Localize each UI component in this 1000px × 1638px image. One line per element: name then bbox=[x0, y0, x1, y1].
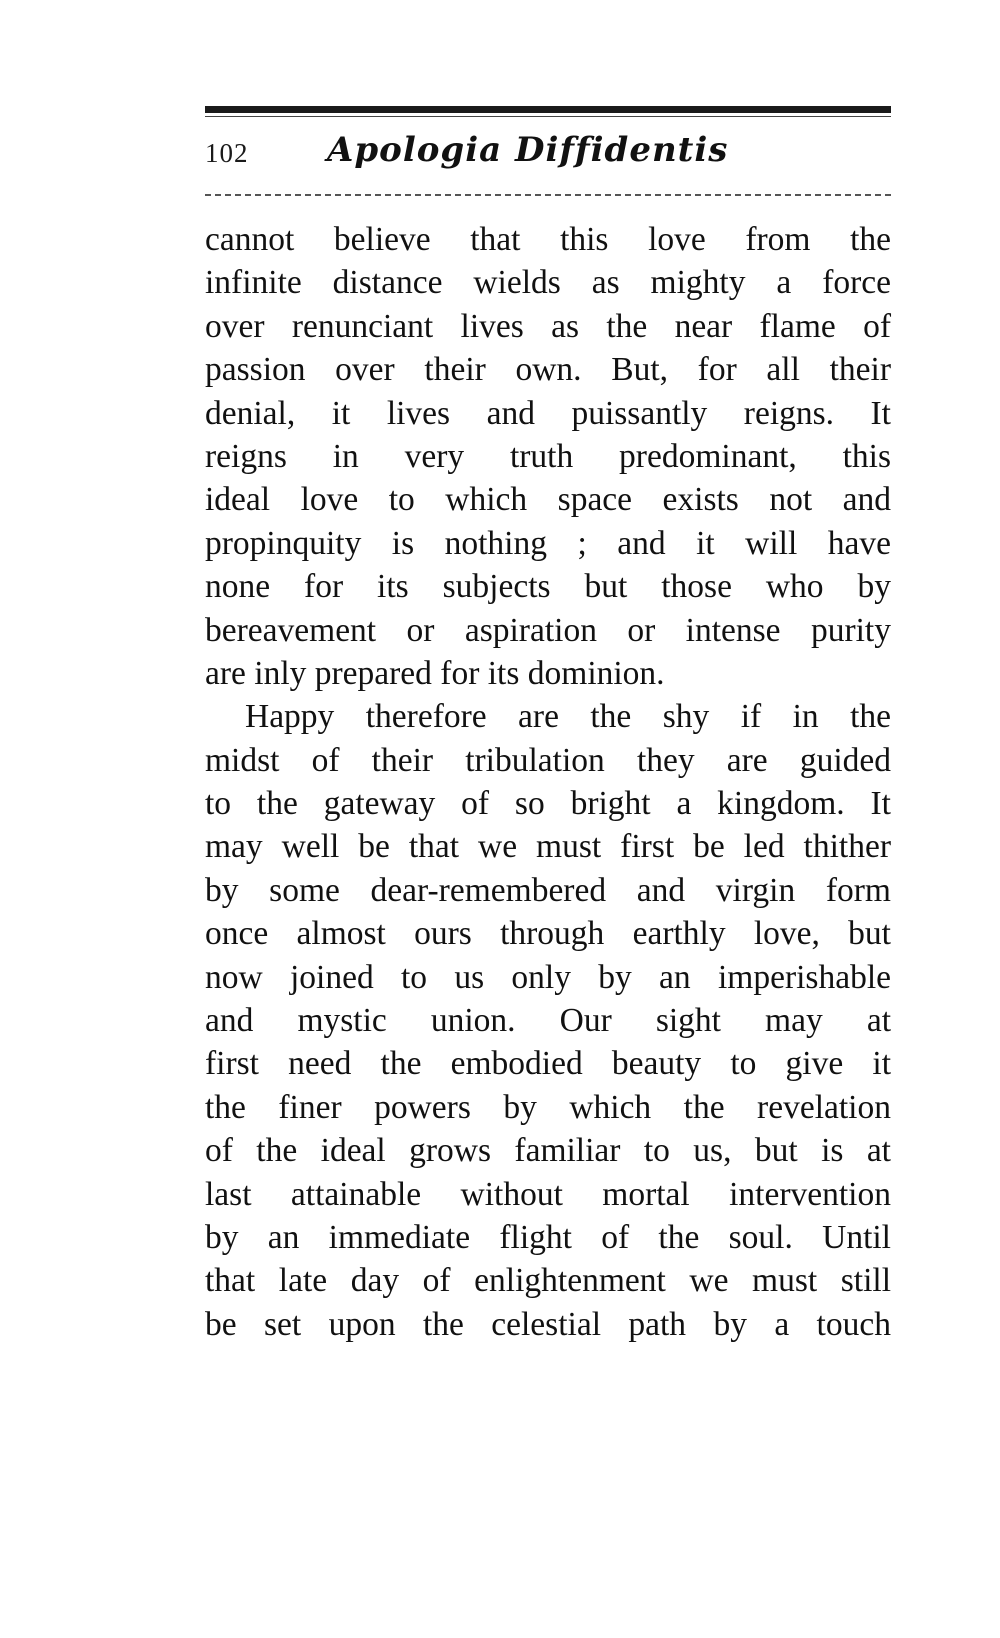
text-line: may well be that we must first be led thither bbox=[205, 828, 891, 866]
header-rule-dashed bbox=[205, 194, 891, 196]
text-line: that late day of enlightenment we must still bbox=[205, 1262, 891, 1300]
text-line: first need the embodied beauty to give it bbox=[205, 1045, 891, 1083]
text-line: be set upon the celestial path by a touch bbox=[205, 1305, 891, 1343]
text-line: passion over their own. But, for all their bbox=[205, 351, 891, 389]
text-line: infinite distance wields as mighty a force bbox=[205, 264, 891, 302]
text-line: and mystic union. Our sight may at bbox=[205, 1002, 891, 1040]
header-rule-thin bbox=[205, 116, 891, 117]
text-line: propinquity is nothing ; and it will have bbox=[205, 524, 891, 562]
text-line: of the ideal grows familiar to us, but is at bbox=[205, 1132, 891, 1170]
text-line: now joined to us only by an imperishable bbox=[205, 958, 891, 996]
text-line: by some dear-remembered and virgin form bbox=[205, 871, 891, 909]
running-title: Apologia Diffidentis bbox=[327, 130, 729, 170]
text-line: last attainable without mortal intervention bbox=[205, 1175, 891, 1213]
text-line: bereavement or aspiration or intense purity bbox=[205, 611, 891, 649]
text-line: the finer powers by which the revelation bbox=[205, 1088, 891, 1126]
text-line: by an immediate flight of the soul. Until bbox=[205, 1218, 891, 1256]
text-line: denial, it lives and puissantly reigns. It bbox=[205, 394, 891, 432]
page-number: 102 bbox=[205, 138, 249, 168]
header-rule-thick bbox=[205, 106, 891, 113]
text-line: cannot believe that this love from the bbox=[205, 221, 891, 258]
text-line: none for its subjects but those who by bbox=[205, 568, 891, 606]
text-line: over renunciant lives as the near flame of bbox=[205, 307, 891, 345]
text-line: once almost ours through earthly love, but bbox=[205, 915, 891, 953]
page-header bbox=[205, 130, 891, 180]
text-line: ideal love to which space exists not and bbox=[205, 481, 891, 519]
text-line: midst of their tribulation they are guided bbox=[205, 741, 891, 779]
paragraph-start-line: Happy therefore are the shy if in the bbox=[245, 698, 891, 736]
text-line: reigns in very truth predominant, this bbox=[205, 437, 891, 475]
paragraph-end-line: are inly prepared for its dominion. bbox=[205, 654, 665, 692]
text-line: to the gateway of so bright a kingdom. It bbox=[205, 785, 891, 823]
body-text bbox=[205, 218, 891, 1346]
